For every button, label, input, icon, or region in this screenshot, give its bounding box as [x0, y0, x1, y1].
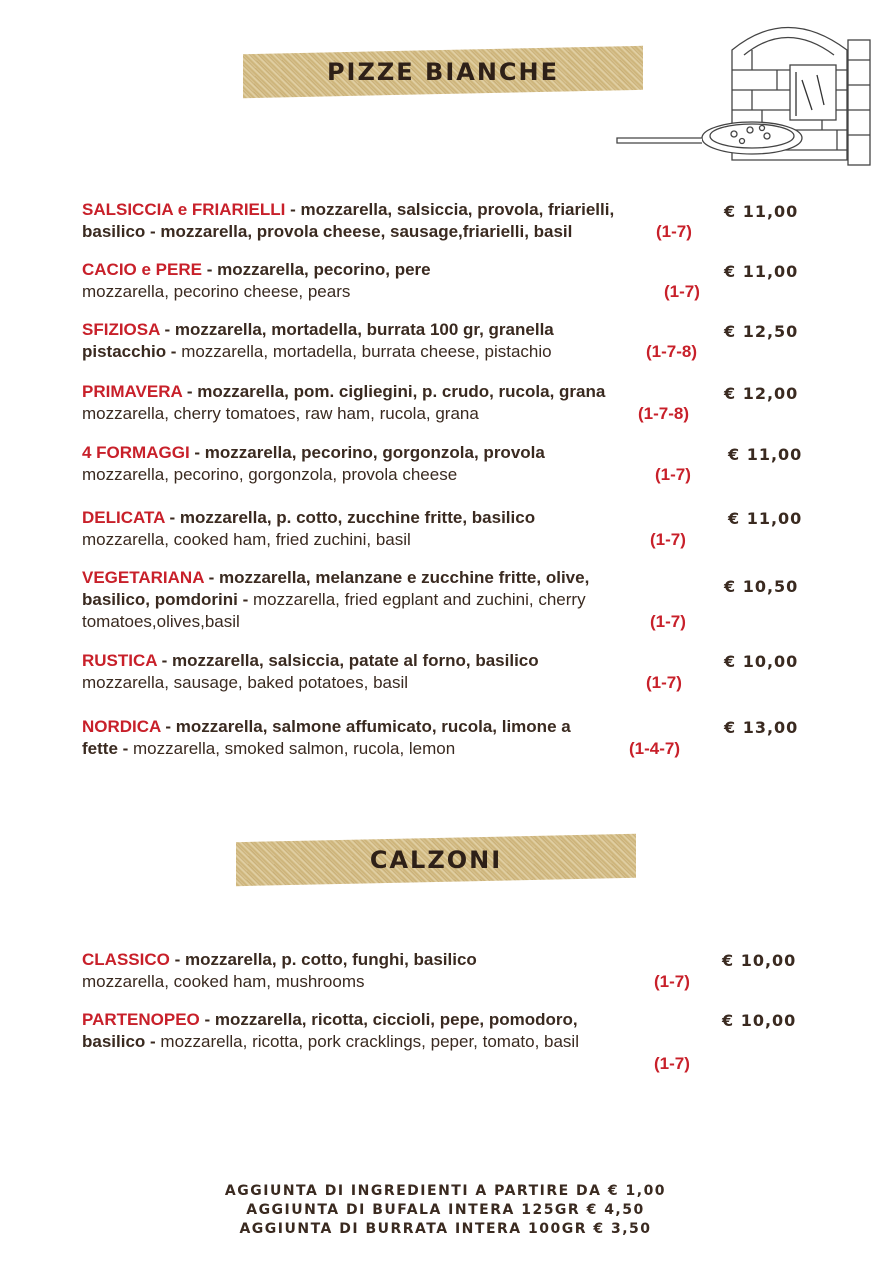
section-title-pizze-bianche: PIZZE BIANCHE — [326, 58, 560, 86]
item-ingredients-it: - mozzarella, mortadella, burrata 100 gr, granella — [159, 320, 554, 339]
item-ingredients-it: - mozzarella, ricotta, ciccioli, pepe, pomodoro, — [199, 1010, 578, 1029]
item-ingredients-it-cont: fette - — [82, 739, 133, 758]
item-allergens: (1-7) — [664, 282, 700, 301]
item-ingredients-en: mozzarella, pecorino cheese, pears — [82, 282, 351, 301]
item-allergens: (1-7) — [650, 612, 686, 631]
menu-item — [82, 259, 722, 303]
menu-item — [82, 949, 722, 993]
item-allergens: (1-7) — [656, 222, 692, 241]
item-ingredients-en: mozzarella, ricotta, pork cracklings, peper, tomato, basil — [160, 1032, 579, 1051]
item-ingredients-it: - mozzarella, p. cotto, zucchine fritte, basilico — [164, 508, 536, 527]
item-ingredients-en: mozzarella, pecorino, gorgonzola, provola cheese — [82, 465, 458, 484]
item-price: € 12,00 — [724, 384, 799, 403]
item-name: VEGETARIANA — [82, 568, 204, 587]
item-price: € 11,00 — [728, 509, 803, 528]
menu-item — [82, 319, 722, 363]
item-name: PARTENOPEO — [82, 1010, 200, 1029]
item-ingredients-it-cont: basilico - mozzarella, provola cheese, sausage,friarielli, basil — [82, 222, 573, 241]
item-allergens: (1-7) — [650, 530, 686, 549]
footer-notes — [0, 1182, 891, 1239]
item-name: CLASSICO — [82, 950, 170, 969]
item-price: € 10,00 — [724, 652, 799, 671]
item-ingredients-it: - mozzarella, salmone affumicato, rucola, limone a — [160, 717, 571, 736]
item-price: € 11,00 — [728, 445, 803, 464]
item-ingredients-it: - mozzarella, salsiccia, provola, friarielli, — [285, 200, 615, 219]
item-ingredients-it: - mozzarella, p. cotto, funghi, basilico — [169, 950, 477, 969]
item-price: € 10,00 — [722, 1011, 797, 1030]
item-ingredients-en: mozzarella, cooked ham, mushrooms — [82, 972, 365, 991]
item-ingredients-en: mozzarella, mortadella, burrata cheese, pistachio — [181, 342, 552, 361]
item-name: 4 FORMAGGI — [82, 443, 190, 462]
menu-item — [82, 716, 722, 760]
item-ingredients-en-cont: tomatoes,olives,basil — [82, 612, 240, 631]
item-name: PRIMAVERA — [82, 382, 183, 401]
section-title-calzoni: CALZONI — [369, 846, 503, 874]
item-ingredients-it: - mozzarella, pom. cigliegini, p. crudo, rucola, grana — [182, 382, 606, 401]
item-ingredients-it: - mozzarella, pecorino, pere — [201, 260, 431, 279]
item-ingredients-en: mozzarella, cooked ham, fried zuchini, basil — [82, 530, 411, 549]
item-allergens: (1-7) — [655, 465, 691, 484]
item-ingredients-en: mozzarella, sausage, baked potatoes, basil — [82, 673, 409, 692]
menu-item — [82, 442, 722, 486]
item-allergens: (1-4-7) — [629, 739, 681, 758]
footer-line: AGGIUNTA DI BURRATA INTERA 100GR € 3,50 — [239, 1221, 652, 1237]
menu-item — [82, 567, 722, 633]
item-price: € 10,00 — [722, 951, 797, 970]
item-name: SALSICCIA e FRIARIELLI — [82, 200, 286, 219]
pizza-oven-illustration-icon — [612, 10, 872, 170]
item-name: RUSTICA — [82, 651, 157, 670]
item-allergens: (1-7-8) — [638, 404, 690, 423]
item-ingredients-en: mozzarella, fried egplant and zuchini, cherry — [252, 590, 586, 609]
item-price: € 11,00 — [724, 202, 799, 221]
item-price: € 11,00 — [724, 262, 799, 281]
menu-item — [82, 650, 722, 694]
item-ingredients-it: - mozzarella, pecorino, gorgonzola, provola — [189, 443, 545, 462]
menu-item — [82, 381, 722, 425]
item-ingredients-en: mozzarella, smoked salmon, rucola, lemon — [133, 739, 456, 758]
item-price: € 13,00 — [724, 718, 799, 737]
item-name: DELICATA — [82, 508, 165, 527]
item-ingredients-it-cont: pistacchio - — [82, 342, 182, 361]
menu-item — [82, 507, 722, 551]
item-price: € 12,50 — [724, 322, 799, 341]
item-name: NORDICA — [82, 717, 161, 736]
item-ingredients-it: - mozzarella, salsiccia, patate al forno, basilico — [156, 651, 539, 670]
item-ingredients-en: mozzarella, cherry tomatoes, raw ham, rucola, grana — [82, 404, 479, 423]
item-allergens: (1-7) — [654, 1054, 690, 1073]
menu-item — [82, 1009, 722, 1073]
menu-item — [82, 199, 722, 243]
footer-line: AGGIUNTA DI INGREDIENTI A PARTIRE DA € 1,00 — [224, 1183, 667, 1199]
item-ingredients-it: - mozzarella, melanzane e zucchine fritte, olive, — [203, 568, 590, 587]
item-name: SFIZIOSA — [82, 320, 160, 339]
item-allergens: (1-7) — [646, 673, 682, 692]
item-ingredients-it-cont: basilico - — [82, 1032, 161, 1051]
item-allergens: (1-7) — [654, 972, 690, 991]
footer-line: AGGIUNTA DI BUFALA INTERA 125GR € 4,50 — [246, 1202, 645, 1218]
item-name: CACIO e PERE — [82, 260, 202, 279]
item-price: € 10,50 — [724, 577, 799, 596]
item-ingredients-it-cont: basilico, pomdorini - — [82, 590, 253, 609]
item-allergens: (1-7-8) — [646, 342, 698, 361]
